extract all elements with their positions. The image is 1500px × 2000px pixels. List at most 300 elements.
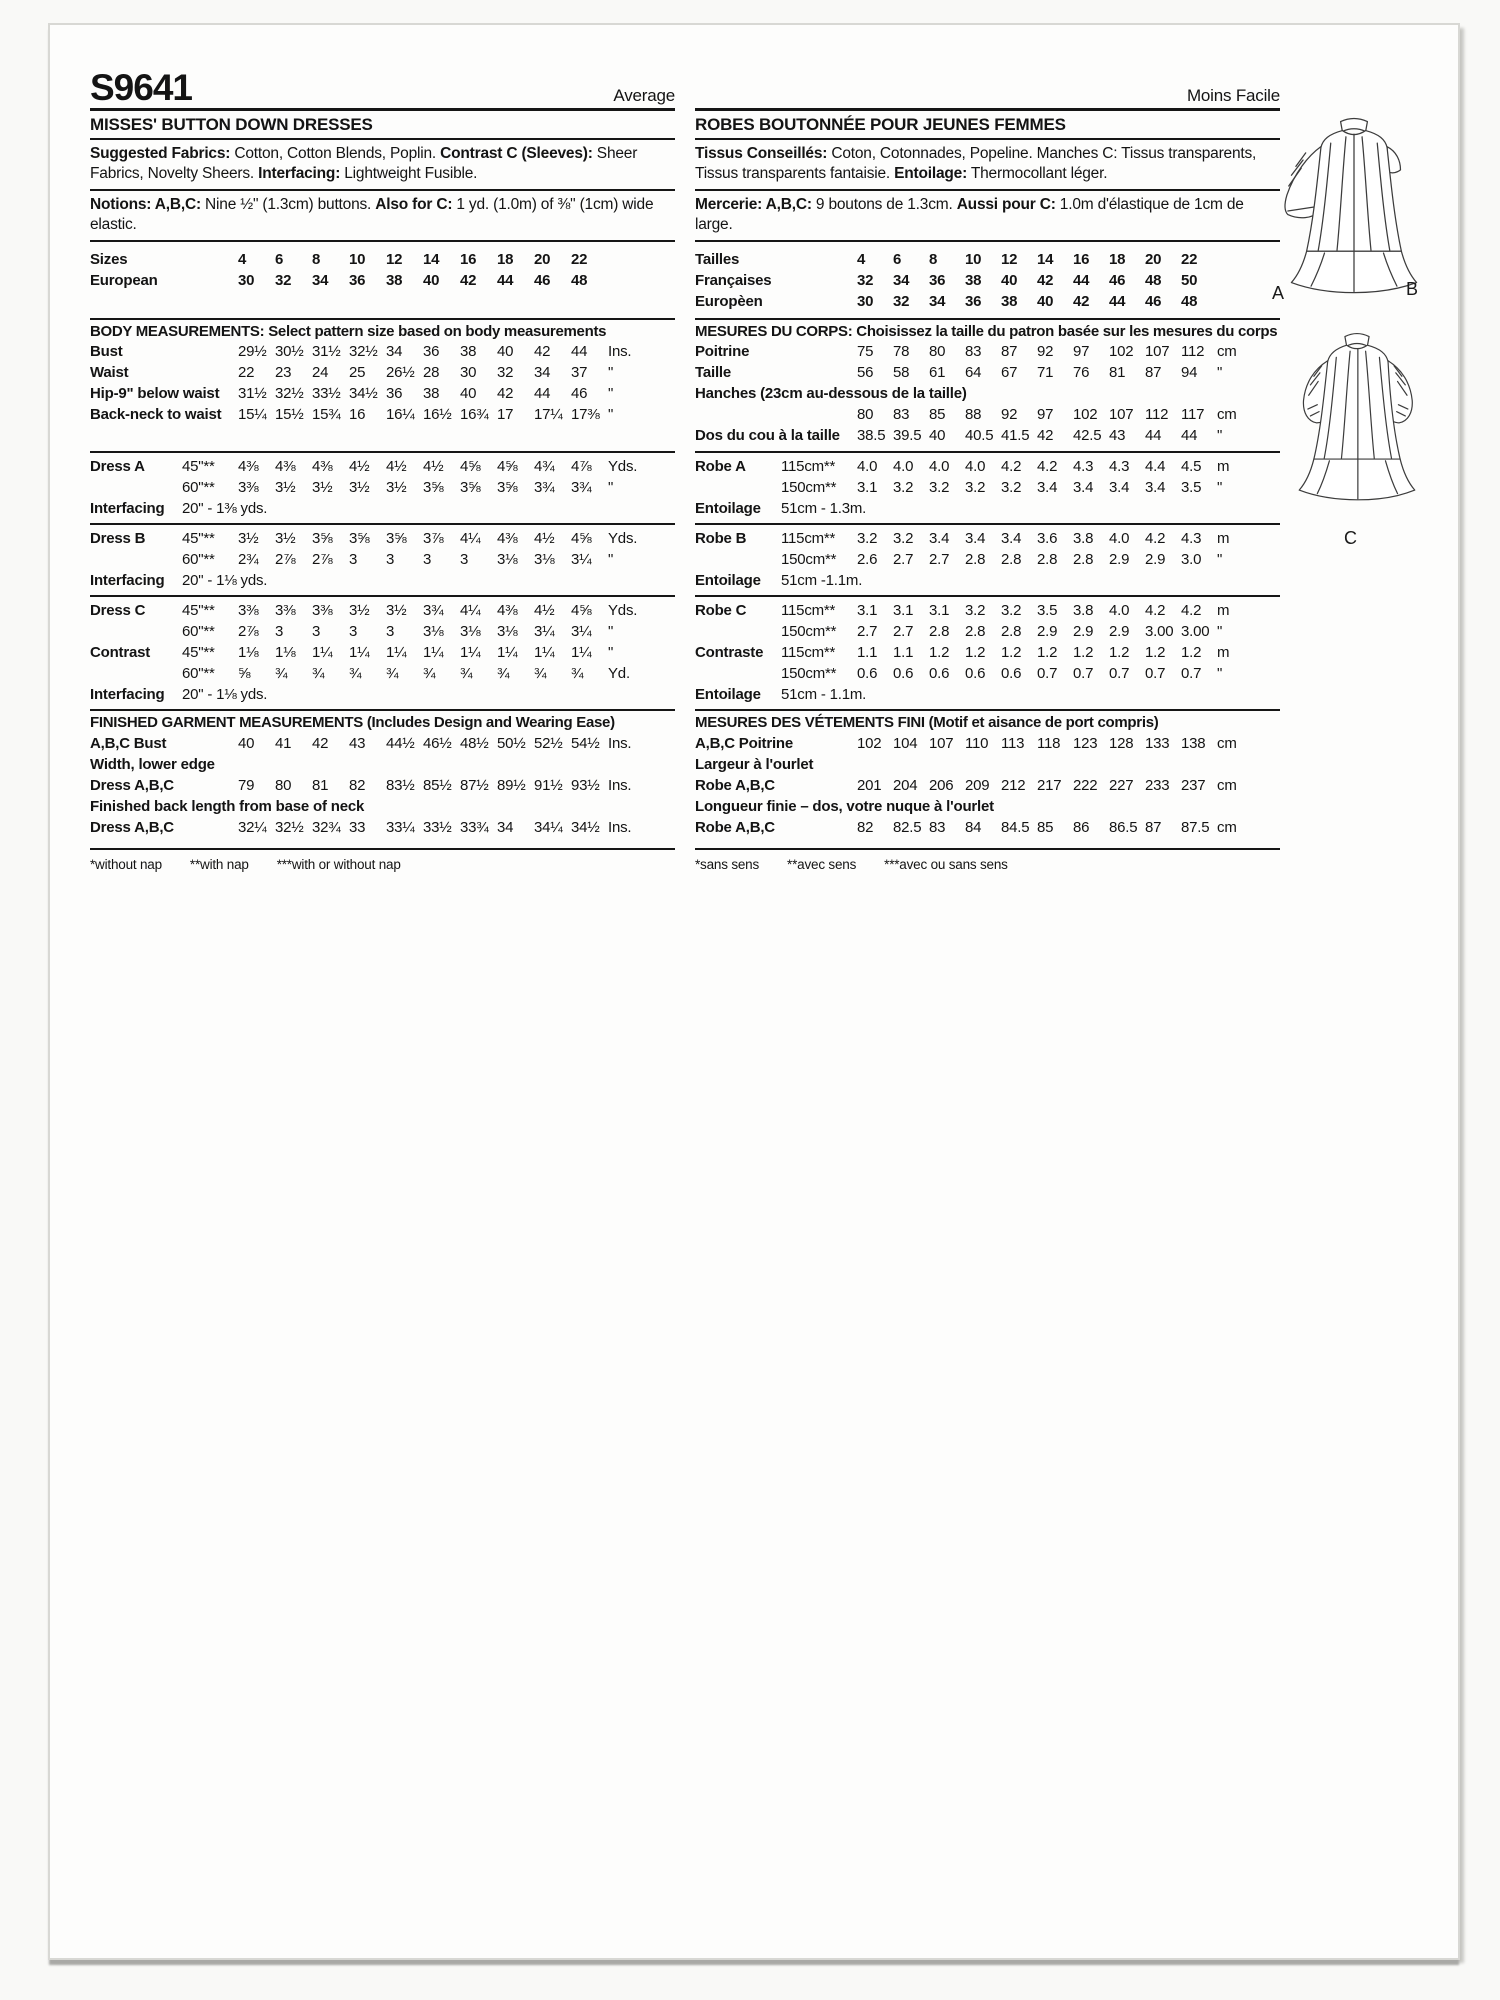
lbl-cell: Poitrine [695, 343, 750, 360]
val-cell: 4 [238, 251, 247, 268]
val-cell: 16¼ [386, 406, 415, 423]
text-segment: Coton, Cotonnades, Popeline. Manches C: Tissus transparents, Tissus transparents fantaisie. [695, 145, 1257, 182]
val-cell: 2.8 [1001, 623, 1022, 640]
val-cell: 17⅜ [571, 406, 600, 423]
val-cell: 3.4 [965, 530, 986, 547]
val-cell: 3¼ [534, 623, 555, 640]
unit-cell: Ins. [608, 735, 632, 752]
val-cell: 1.2 [965, 644, 986, 661]
lbl-cell: Waist [90, 364, 129, 381]
lbl-cell: Entoilage [695, 686, 761, 703]
val-cell: 107 [1109, 406, 1134, 423]
title-fr: ROBES BOUTONNÉE POUR JEUNES FEMMES [695, 111, 1280, 140]
val-cell: 61 [929, 364, 946, 381]
val-cell: 0.7 [1109, 665, 1130, 682]
french-masthead [695, 55, 1280, 111]
unit-cell: m [1217, 644, 1230, 661]
val-cell: 15¾ [312, 406, 341, 423]
val-cell: 1¼ [534, 644, 555, 661]
val-cell: 3.2 [1001, 479, 1022, 496]
val-cell: 128 [1109, 735, 1134, 752]
val-cell: 82 [349, 777, 366, 794]
spc-cell: 45"** [182, 530, 215, 547]
text-segment: Thermocollant léger. [967, 165, 1108, 182]
spc-cell: 60"** [182, 665, 215, 682]
lbl-cell: Robe A [695, 458, 746, 475]
val-cell: 4.2 [1001, 458, 1022, 475]
val-cell: 16½ [423, 406, 452, 423]
val-cell: 89½ [497, 777, 526, 794]
val-cell: 3⅝ [460, 479, 481, 496]
lbl-cell: Françaises [695, 272, 772, 289]
val-cell: 39.5 [893, 427, 922, 444]
val-cell: 3¾ [571, 479, 592, 496]
val-cell: 4⅜ [275, 458, 296, 475]
footnote-item: **with nap [189, 857, 249, 872]
val-cell: 4½ [423, 458, 444, 475]
val-cell: 0.7 [1073, 665, 1094, 682]
val-cell: 3 [386, 551, 395, 568]
lbl-cell: Interfacing [90, 572, 165, 589]
val-cell: 82 [857, 819, 874, 836]
dress-b-table [90, 528, 652, 591]
val-cell: 42 [497, 385, 514, 402]
val-cell: 3⅜ [238, 479, 259, 496]
val-cell: 54½ [571, 735, 600, 752]
lbl-cell: Finished back length from base of neck [90, 798, 365, 815]
val-cell: 0.6 [929, 665, 950, 682]
spc-cell: 60"** [182, 479, 215, 496]
val-cell: 32 [893, 293, 910, 310]
val-cell: 64 [965, 364, 982, 381]
val-cell: 36 [929, 272, 946, 289]
body-measurements-table-en [90, 341, 652, 425]
val-cell: 34½ [571, 819, 600, 836]
lbl-cell: Bust [90, 343, 123, 360]
val-cell: 83 [965, 343, 982, 360]
val-cell: 17 [497, 406, 514, 423]
val-cell: 38 [460, 343, 477, 360]
val-cell: 31½ [238, 385, 267, 402]
val-cell: 40 [238, 735, 255, 752]
val-cell: 4.2 [1145, 530, 1166, 547]
val-cell: 3¼ [571, 623, 592, 640]
val-cell: 3 [386, 623, 395, 640]
val-cell: 17¼ [534, 406, 563, 423]
text-segment: Tissus Conseillés: [695, 145, 828, 162]
val-cell: 3 [349, 623, 358, 640]
val-cell: 38 [386, 272, 403, 289]
val-cell: 86 [1073, 819, 1090, 836]
val-cell: 3.2 [1001, 602, 1022, 619]
val-cell: 14 [423, 251, 440, 268]
unit-cell: Yd. [608, 665, 630, 682]
val-cell: 2.8 [1073, 551, 1094, 568]
fabrics-text-fr [695, 140, 1280, 191]
val-cell: 1¼ [386, 644, 407, 661]
title-en: MISSES' BUTTON DOWN DRESSES [90, 111, 675, 140]
val-cell: ¾ [460, 665, 473, 682]
val-cell: 3¾ [423, 602, 444, 619]
val-cell: 2.8 [965, 623, 986, 640]
body-measurements-heading-fr: MESURES DU CORPS: Choisissez la taille du patron basée sur les mesures du corps [695, 318, 1280, 341]
val-cell: 43 [349, 735, 366, 752]
val-cell: 102 [1073, 406, 1098, 423]
footnote-fr [695, 848, 1280, 872]
text-segment: Mercerie: A,B,C: [695, 196, 812, 213]
val-cell: ¾ [312, 665, 325, 682]
val-cell: 15½ [275, 406, 304, 423]
unit-cell: Ins. [608, 819, 632, 836]
val-cell: 4.3 [1073, 458, 1094, 475]
val-cell: 97 [1073, 343, 1090, 360]
val-cell: 3 [460, 551, 469, 568]
spc-cell: 60"** [182, 551, 215, 568]
illustration-dress-ab [1278, 107, 1430, 307]
lbl-cell: European [90, 272, 158, 289]
val-cell: 4.0 [929, 458, 950, 475]
val-cell: 40 [460, 385, 477, 402]
val-cell: ¾ [571, 665, 584, 682]
val-cell: 38.5 [857, 427, 886, 444]
text-segment: Cotton, Cotton Blends, Poplin. [230, 145, 441, 162]
val-cell: 30 [857, 293, 874, 310]
val-cell: 6 [275, 251, 284, 268]
val-cell: 2.7 [929, 551, 950, 568]
val-cell: 88 [965, 406, 982, 423]
val-cell: 75 [857, 343, 874, 360]
val-cell: 84 [965, 819, 982, 836]
unit-cell: " [1217, 479, 1223, 496]
txt-cell: 51cm - 1.3m. [781, 500, 867, 517]
val-cell: 3.1 [857, 602, 878, 619]
val-cell: 3.4 [1109, 479, 1130, 496]
val-cell: 87 [1001, 343, 1018, 360]
lbl-cell: Entoilage [695, 500, 761, 517]
lbl-cell [695, 549, 781, 570]
english-masthead [90, 55, 675, 111]
val-cell: 237 [1181, 777, 1206, 794]
val-cell: 112 [1145, 406, 1169, 423]
val-cell: 3⅜ [275, 602, 296, 619]
val-cell: ¾ [349, 665, 362, 682]
val-cell: 3⅛ [460, 623, 481, 640]
val-cell: 97 [1037, 406, 1054, 423]
val-cell: 71 [1037, 364, 1054, 381]
lbl-cell: Back-neck to waist [90, 406, 222, 423]
val-cell: 4¼ [460, 530, 481, 547]
pattern-envelope-back [48, 23, 1460, 1960]
val-cell: 34 [497, 819, 514, 836]
unit-cell: " [1217, 364, 1223, 381]
val-cell: 48 [571, 272, 588, 289]
spc-cell: 45"** [182, 602, 215, 619]
val-cell: 104 [893, 735, 918, 752]
val-cell: 30½ [275, 343, 304, 360]
val-cell: 4.4 [1145, 458, 1166, 475]
val-cell: 3½ [386, 602, 407, 619]
lbl-cell: Longueur finie – dos, votre nuque à l'ourlet [695, 798, 994, 815]
lbl-cell: Dress A [90, 458, 145, 475]
val-cell: 209 [965, 777, 990, 794]
val-cell: 3.1 [893, 602, 914, 619]
val-cell: 32½ [275, 819, 304, 836]
val-cell: 222 [1073, 777, 1098, 794]
val-cell: 3.0 [1181, 551, 1202, 568]
lbl-cell: Dress B [90, 530, 146, 547]
lbl-cell: Dos du cou à la taille [695, 427, 840, 444]
val-cell: 3⅜ [238, 602, 259, 619]
robe-a-table [695, 456, 1261, 519]
val-cell: 4¼ [460, 602, 481, 619]
text-segment: Sheer Fabrics, Novelty Sheers. [90, 145, 638, 182]
val-cell: 2⅞ [275, 551, 296, 568]
val-cell: 3.5 [1037, 602, 1058, 619]
lbl-cell [90, 549, 182, 570]
val-cell: 4⅜ [497, 530, 518, 547]
spc-cell: 115cm** [781, 602, 836, 619]
robe-c-table [695, 600, 1261, 705]
lbl-cell: A,B,C Poitrine [695, 735, 794, 752]
unit-cell: " [608, 479, 614, 496]
spc-cell: 115cm** [781, 458, 836, 475]
val-cell: 33½ [423, 819, 452, 836]
notions-text-fr [695, 191, 1280, 242]
val-cell: 34 [893, 272, 910, 289]
pattern-number: S9641 [90, 67, 192, 108]
val-cell: 14 [1037, 251, 1054, 268]
val-cell: 3¾ [534, 479, 555, 496]
txt-cell: 20" - 1⅜ yds. [182, 500, 268, 517]
val-cell: 110 [965, 735, 989, 752]
val-cell: 0.7 [1145, 665, 1166, 682]
val-cell: 3.4 [1145, 479, 1166, 496]
val-cell: 91½ [534, 777, 563, 794]
val-cell: 4.2 [1145, 602, 1166, 619]
val-cell: 1.2 [1001, 644, 1022, 661]
dress-a-section [90, 451, 675, 523]
val-cell: 4⅝ [497, 458, 518, 475]
val-cell: 3.4 [1073, 479, 1094, 496]
footnote-item: ***avec ou sans sens [884, 857, 1008, 872]
val-cell: 2.9 [1145, 551, 1166, 568]
val-cell: ⅝ [238, 665, 251, 682]
spc-cell: 150cm** [781, 479, 837, 496]
val-cell: 4½ [534, 530, 555, 547]
val-cell: 84.5 [1001, 819, 1030, 836]
unit-cell: " [608, 623, 614, 640]
lbl-cell: Robe A,B,C [695, 819, 775, 836]
val-cell: 217 [1037, 777, 1062, 794]
lbl-cell: Dress A,B,C [90, 777, 174, 794]
val-cell: 201 [857, 777, 882, 794]
lbl-cell: Sizes [90, 251, 128, 268]
val-cell: 42 [534, 343, 551, 360]
val-cell: 1¼ [312, 644, 333, 661]
val-cell: 15¼ [238, 406, 267, 423]
val-cell: 48 [1181, 293, 1198, 310]
txt-cell: 20" - 1⅛ yds. [182, 572, 268, 589]
lbl-cell: Width, lower edge [90, 756, 215, 773]
val-cell: 3.4 [1037, 479, 1058, 496]
val-cell: 40 [497, 343, 514, 360]
val-cell: 4.5 [1181, 458, 1202, 475]
val-cell: 10 [349, 251, 366, 268]
val-cell: 4⅜ [238, 458, 259, 475]
lbl-cell: Interfacing [90, 500, 165, 517]
unit-cell: " [1217, 551, 1223, 568]
val-cell: 4⅜ [497, 602, 518, 619]
val-cell: 3½ [238, 530, 259, 547]
unit-cell [1217, 249, 1261, 270]
val-cell: 18 [497, 251, 514, 268]
val-cell: 1.2 [1181, 644, 1202, 661]
lbl-cell [695, 477, 781, 498]
val-cell: 1.2 [1073, 644, 1094, 661]
val-cell: 22 [1181, 251, 1198, 268]
val-cell: 32 [497, 364, 514, 381]
val-cell: 3⅜ [312, 602, 333, 619]
text-segment: Notions: A,B,C: [90, 196, 201, 213]
val-cell: 2.9 [1109, 623, 1130, 640]
val-cell: 33¾ [460, 819, 489, 836]
val-cell: 3⅝ [312, 530, 333, 547]
val-cell: 42 [1037, 427, 1054, 444]
val-cell: 3¼ [571, 551, 592, 568]
finished-measurements-heading-en: FINISHED GARMENT MEASUREMENTS (Includes Design and Wearing Ease) [90, 709, 675, 732]
val-cell: 42 [460, 272, 477, 289]
val-cell: 1.1 [857, 644, 878, 661]
dress-c-back-view-icon [1288, 325, 1426, 525]
val-cell: 87 [1145, 364, 1162, 381]
val-cell: 4⅞ [571, 458, 592, 475]
val-cell: 42 [1037, 272, 1054, 289]
val-cell: 2.7 [893, 623, 914, 640]
val-cell: 4⅝ [571, 602, 592, 619]
val-cell: 50 [1181, 272, 1198, 289]
spc-cell: 45"** [182, 458, 215, 475]
val-cell: 87 [1145, 819, 1162, 836]
lbl-cell [695, 663, 781, 684]
difficulty-label-fr: Moins Facile [1186, 86, 1280, 105]
val-cell: 34 [534, 364, 551, 381]
val-cell: 3⅛ [497, 551, 518, 568]
unit-cell: Yds. [608, 530, 638, 547]
val-cell: 78 [893, 343, 910, 360]
val-cell: 4.2 [1181, 602, 1202, 619]
val-cell: 4½ [386, 458, 407, 475]
val-cell: 3 [349, 551, 358, 568]
val-cell: 12 [1001, 251, 1018, 268]
val-cell: 33½ [312, 385, 341, 402]
text-segment: 1 yd. (1.0m) of ⅜" (1cm) wide elastic. [90, 196, 654, 233]
spc-cell: 115cm** [781, 644, 836, 661]
unit-cell: Ins. [608, 777, 632, 794]
val-cell: 43 [1109, 427, 1126, 444]
val-cell: 80 [857, 406, 874, 423]
val-cell: 94 [1181, 364, 1198, 381]
val-cell: 44 [571, 343, 588, 360]
unit-cell: cm [1217, 735, 1237, 752]
txt-cell: 51cm - 1.1m. [781, 686, 867, 703]
val-cell: 46 [534, 272, 551, 289]
val-cell: 1.2 [1037, 644, 1058, 661]
val-cell: 4¾ [534, 458, 555, 475]
val-cell: 36 [965, 293, 982, 310]
val-cell: 50½ [497, 735, 526, 752]
text-segment: 1.0m d'élastique de 1cm de large. [695, 196, 1244, 233]
lbl-cell: Dress A,B,C [90, 819, 174, 836]
val-cell: 3⅝ [497, 479, 518, 496]
val-cell: 1.1 [893, 644, 914, 661]
unit-cell: m [1217, 458, 1230, 475]
val-cell: 76 [1073, 364, 1090, 381]
spc-cell: 150cm** [781, 665, 837, 682]
val-cell: 44 [534, 385, 551, 402]
footnote-item: *without nap [90, 857, 162, 872]
unit-cell: cm [1217, 777, 1237, 794]
val-cell: 40 [929, 427, 946, 444]
spc-cell: 45"** [182, 644, 215, 661]
val-cell: 3.5 [1181, 479, 1202, 496]
val-cell: 16 [1073, 251, 1090, 268]
unit-cell: cm [1217, 406, 1237, 423]
val-cell: 34 [386, 343, 403, 360]
val-cell: 44 [497, 272, 514, 289]
unit-cell: cm [1217, 343, 1237, 360]
val-cell: 0.7 [1181, 665, 1202, 682]
val-cell: 1⅛ [275, 644, 296, 661]
robe-b-table [695, 528, 1261, 591]
val-cell: 4⅝ [460, 458, 481, 475]
lbl-cell: Tailles [695, 251, 740, 268]
fabrics-text-en [90, 140, 675, 191]
unit-cell: " [608, 364, 614, 381]
text-segment: Contrast C (Sleeves): [440, 145, 593, 162]
val-cell: 38 [423, 385, 440, 402]
val-cell: 32½ [275, 385, 304, 402]
val-cell: 42.5 [1073, 427, 1102, 444]
val-cell: 8 [312, 251, 321, 268]
footnote-en [90, 848, 675, 872]
unit-cell: " [1217, 427, 1223, 444]
spc-cell: 150cm** [781, 623, 837, 640]
text-segment: Nine ½" (1.3cm) buttons. [200, 196, 376, 213]
val-cell: 46½ [423, 735, 452, 752]
val-cell: 82.5 [893, 819, 922, 836]
finished-measurements-table-en [90, 733, 652, 838]
finished-measurements-table-fr [695, 733, 1261, 838]
val-cell: 138 [1181, 735, 1206, 752]
text-segment: Entoilage: [894, 165, 968, 182]
val-cell: 3½ [275, 479, 296, 496]
val-cell: 1.2 [1109, 644, 1130, 661]
val-cell: 3½ [275, 530, 296, 547]
lbl-cell: Hip-9" below waist [90, 385, 220, 402]
val-cell: 93½ [571, 777, 600, 794]
sizes-table-en [90, 249, 652, 291]
val-cell: 1¼ [497, 644, 518, 661]
notions-text-en [90, 191, 675, 242]
lbl-cell: Contrast [90, 644, 151, 661]
val-cell: 92 [1037, 343, 1054, 360]
val-cell: 4.0 [1109, 530, 1130, 547]
val-cell: 2.7 [893, 551, 914, 568]
val-cell: 206 [929, 777, 954, 794]
val-cell: 3.6 [1037, 530, 1058, 547]
val-cell: 0.6 [893, 665, 914, 682]
val-cell: 3.2 [929, 479, 950, 496]
